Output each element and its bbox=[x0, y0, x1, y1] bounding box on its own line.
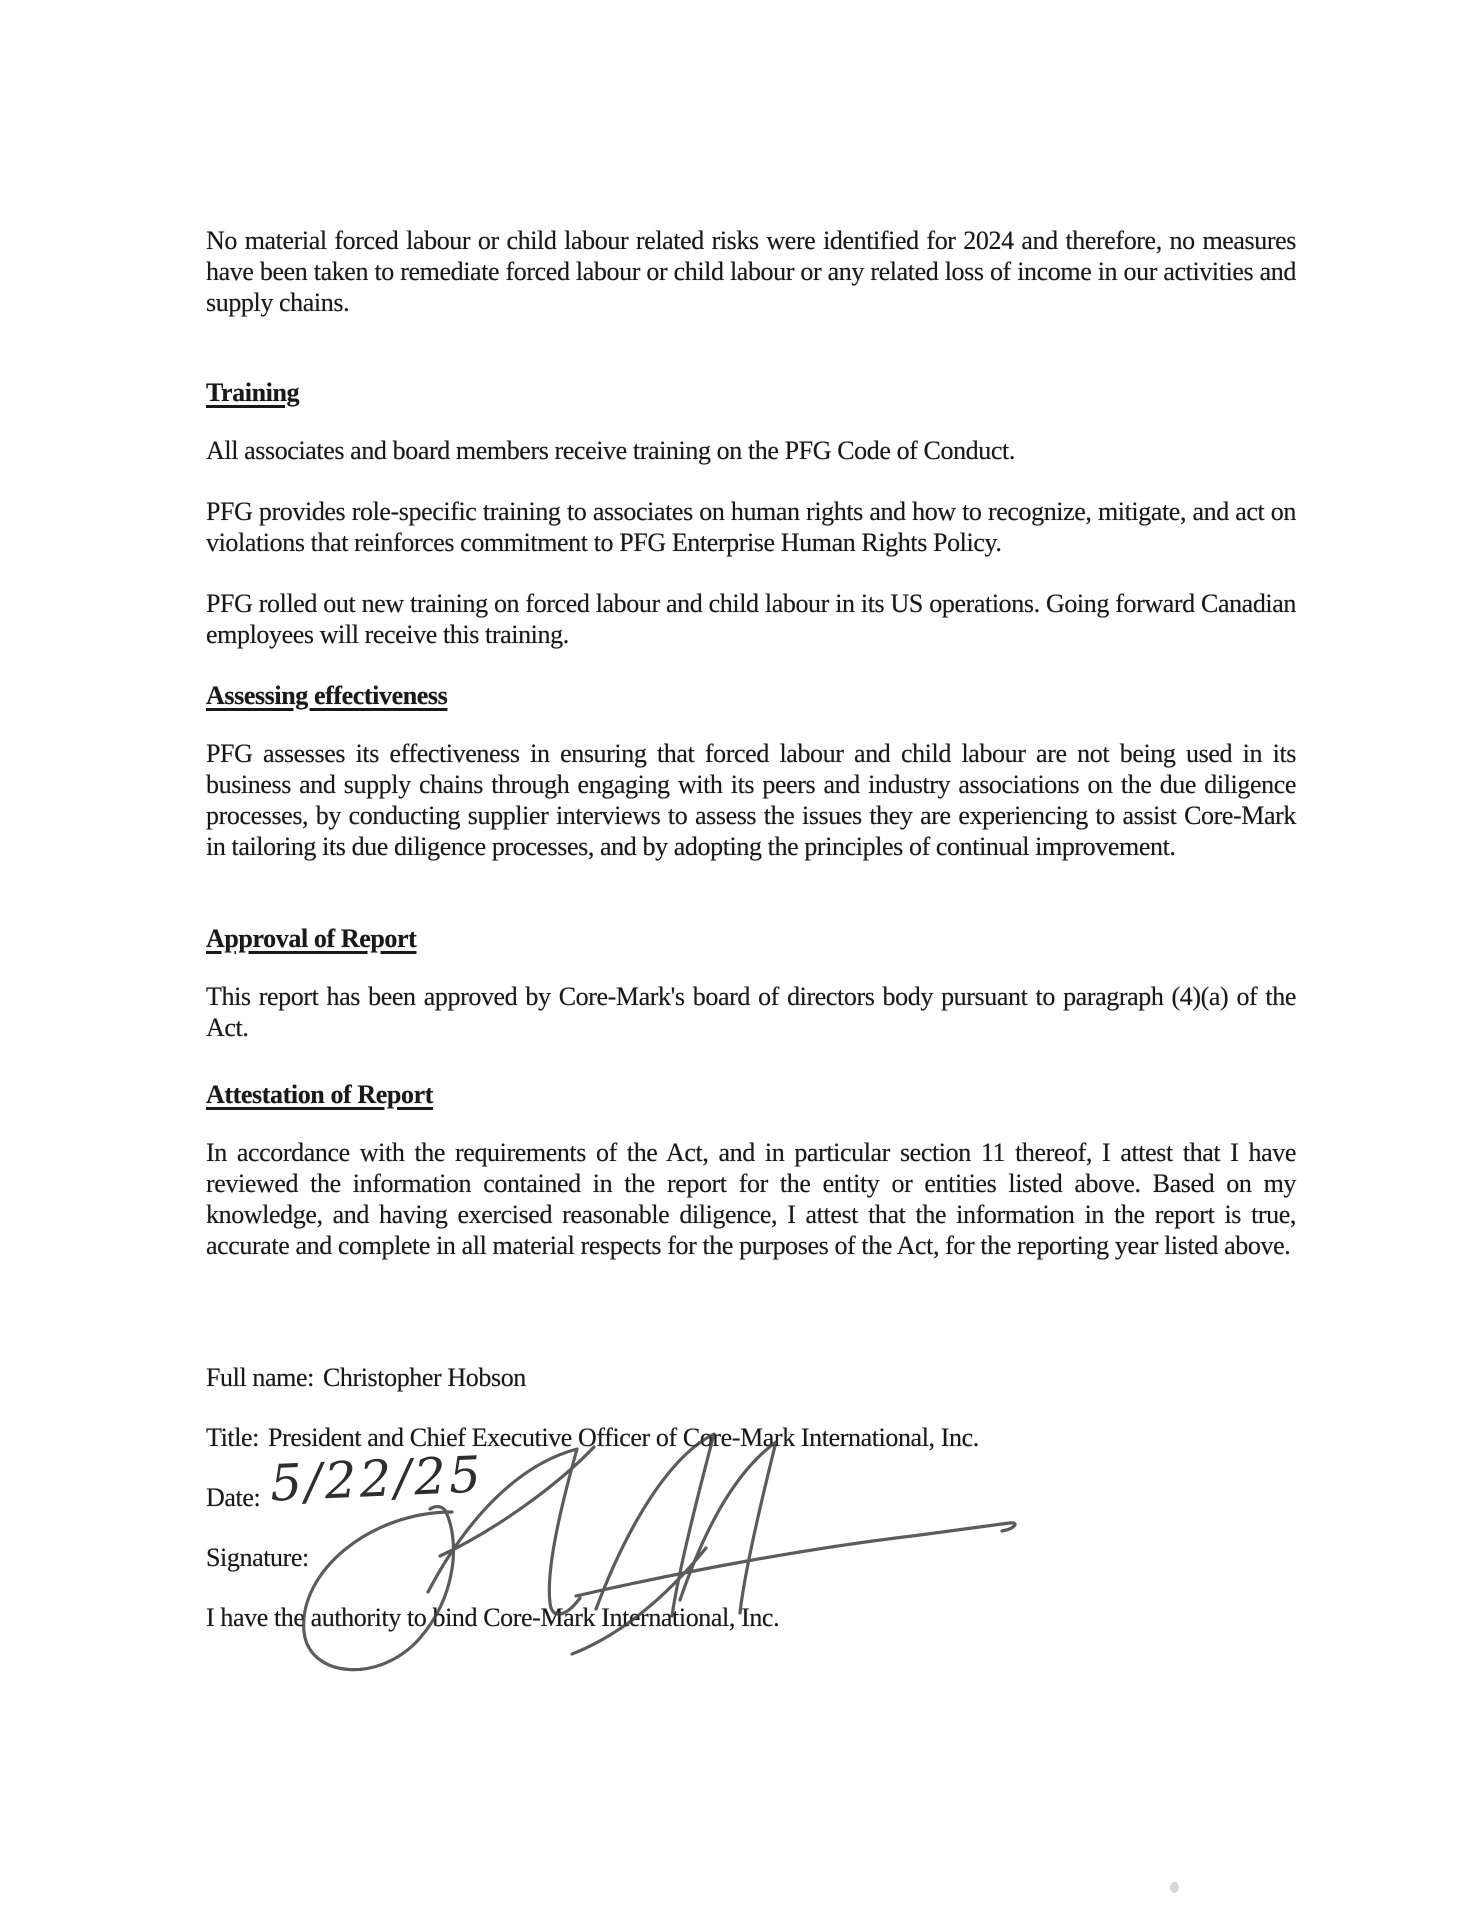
section-heading-assessing-effectiveness: Assessing effectiveness bbox=[206, 681, 448, 710]
title-value: President and Chief Executive Officer of Core-Mark International, Inc. bbox=[268, 1423, 979, 1452]
training-paragraph-1: All associates and board members receive training on the PFG Code of Conduct. bbox=[206, 436, 1015, 465]
authority-statement-line: I have the authority to bind Core-Mark International, Inc. bbox=[206, 1603, 780, 1632]
date-handwritten-value: 5/22/25 bbox=[268, 1445, 485, 1513]
title-line bbox=[206, 1422, 1296, 1453]
title-label: Title: bbox=[206, 1423, 260, 1452]
attestation-paragraph: In accordance with the requirements of the Act, and in particular section 11 thereof, I attest that I have reviewed the information contained in the report for the entity or entities listed above. Based on my knowledge, and having exercised reasonable diligence, I attest that the information in the report is true, accurate and complete in all material respects for the purposes of the Act, for the reporting year listed above. bbox=[206, 1138, 1296, 1260]
full-name-label: Full name: bbox=[206, 1363, 314, 1392]
assessing-effectiveness-paragraph: PFG assesses its effectiveness in ensuring that forced labour and child labour are not being used in its business and supply chains through engaging with its peers and industry associations on the due diligence processes, by conducting supplier interviews to assess the issues they are experiencing to assist Core-Mark in tailoring its due diligence processes, and by adopting the principles of continual improvement. bbox=[206, 739, 1296, 861]
date-label: Date: bbox=[206, 1483, 261, 1512]
full-name-value: Christopher Hobson bbox=[322, 1363, 526, 1392]
section-heading-attestation-of-report: Attestation of Report bbox=[206, 1080, 433, 1109]
scan-artifact bbox=[1170, 1882, 1179, 1893]
training-paragraph-2: PFG provides role-specific training to associates on human rights and how to recognize, mitigate, and act on violations that reinforces commitment to PFG Enterprise Human Rights Policy. bbox=[206, 497, 1296, 557]
signature-label: Signature: bbox=[206, 1543, 309, 1572]
intro-paragraph: No material forced labour or child labour related risks were identified for 2024 and therefore, no measures have been taken to remediate forced labour or child labour or any related loss of income in our activities and supply chains. bbox=[206, 226, 1296, 317]
full-name-line bbox=[206, 1362, 1296, 1393]
section-heading-training: Training bbox=[206, 378, 300, 407]
section-heading-approval-of-report: Approval of Report bbox=[206, 924, 417, 953]
approval-of-report-paragraph: This report has been approved by Core-Mark's board of directors body pursuant to paragraph (4)(a) of the Act. bbox=[206, 982, 1296, 1042]
document-content bbox=[206, 225, 1296, 1662]
date-line bbox=[206, 1445, 1296, 1513]
signature-line bbox=[206, 1542, 1296, 1573]
training-paragraph-3: PFG rolled out new training on forced labour and child labour in its US operations. Going forward Canadian employees will receive this training. bbox=[206, 589, 1296, 649]
signature-block bbox=[206, 1362, 1296, 1633]
